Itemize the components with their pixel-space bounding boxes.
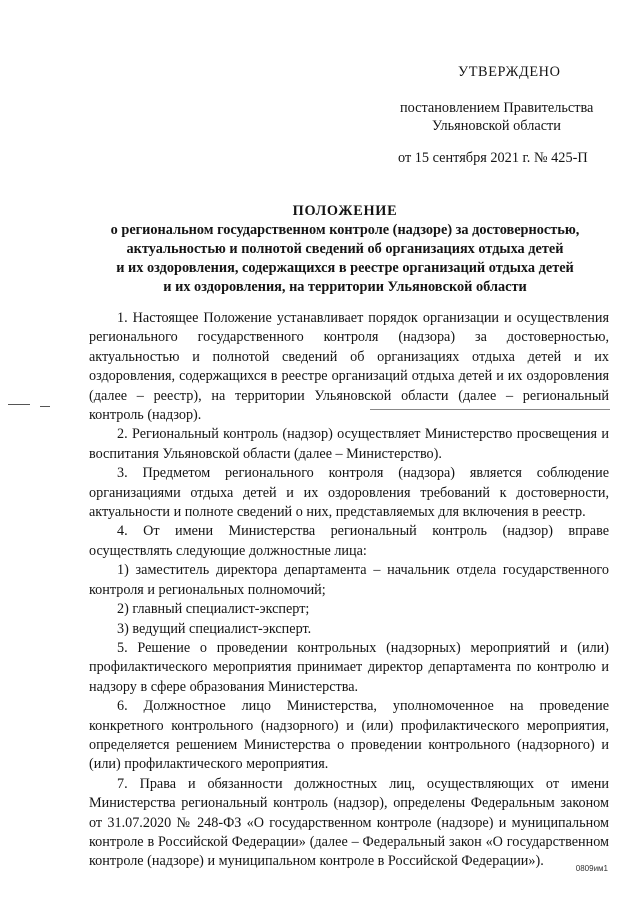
list-item: 3) ведущий специалист-эксперт. — [117, 620, 312, 637]
title-line: о региональном государственном контроле (надзоре) за достоверностью, — [110, 222, 580, 238]
document-title — [80, 202, 610, 297]
paragraph: 4. От имени Министерства региональный контроль (надзор) вправе осуществлять следующие должностные лица: — [89, 523, 609, 559]
approval-date-number: от 15 сентября 2021 г. № 425-П — [398, 150, 588, 166]
paragraph: 2. Региональный контроль (надзор) осуществляет Министерство просвещения и воспитания Ульяновской области (далее – Министерство). — [89, 426, 609, 462]
scan-artifact — [40, 406, 50, 407]
document-code: 0809им1 — [575, 864, 608, 873]
list-item: 2) главный специалист-эксперт; — [117, 601, 310, 618]
approval-stamp: УТВЕРЖДЕНО — [458, 64, 561, 80]
list-item: 1) заместитель директора департамента – начальник отдела государственного контроля и региональных полномочий; — [89, 562, 609, 598]
title-line: и их оздоровления, содержащихся в реестре организаций отдыха детей — [116, 260, 574, 276]
scan-artifact — [8, 404, 30, 405]
document-body — [89, 309, 609, 872]
title-heading: ПОЛОЖЕНИЕ — [292, 203, 398, 219]
paragraph: 1. Настоящее Положение устанавливает порядок организации и осуществления регионального государственного контроля (надзора) за достоверностью, актуальностью и полнотой сведений об организациях отдыха детей и их оздоровления, содержащихся в реестре организаций отдыха детей и их оздоровления (далее – реестр), на территории Ульяновской области (далее – региональный контроль (надзор). — [89, 310, 609, 424]
paragraph: 6. Должностное лицо Министерства, уполномоченное на проведение конкретного контрольного (надзорного) и (или) профилактического мероприятия, определяется решением Министерства о проведении контрольного (надзорного) и (или) профилактического мероприятия. — [89, 698, 609, 773]
paragraph: 7. Права и обязанности должностных лиц, осуществляющих от имени Министерства региональный контроль (надзор), определены Федеральным законом от 31.07.2020 № 248-ФЗ «О государственном контроле (надзоре) и муниципальном контроле в Российской Федерации» (далее – Федеральный закон «О государственном контроле (надзоре) и муниципальном контроле в Российской Федерации»). — [89, 775, 609, 870]
scan-artifact — [370, 409, 610, 410]
approved-by: постановлением Правительства — [400, 100, 594, 116]
paragraph: 3. Предметом регионального контроля (надзора) является соблюдение организациями отдыха детей и их оздоровления требований к достоверности, актуальности и полноте сведений о них, представляемых для включения в реестр. — [89, 465, 609, 521]
title-line: и их оздоровления, на территории Ульяновской области — [163, 279, 527, 295]
approval-region: Ульяновской области — [432, 118, 561, 134]
title-line: актуальностью и полнотой сведений об организациях отдыха детей — [126, 241, 564, 257]
paragraph: 5. Решение о проведении контрольных (надзорных) мероприятий и (или) профилактического мероприятия принимает директор департамента по контролю и надзору в сфере образования Министерства. — [89, 639, 609, 695]
